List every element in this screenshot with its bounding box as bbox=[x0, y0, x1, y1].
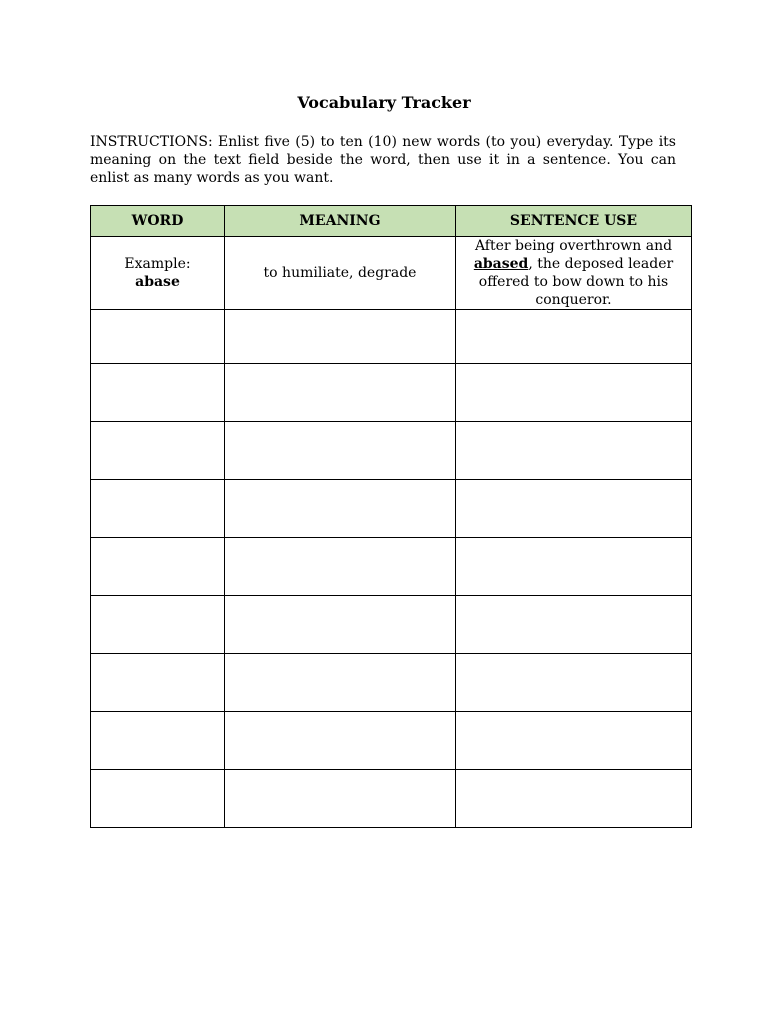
word-cell[interactable] bbox=[91, 480, 225, 538]
example-meaning: to humiliate, degrade bbox=[263, 265, 417, 281]
header-sentence-use: SENTENCE USE bbox=[456, 206, 692, 237]
meaning-cell[interactable] bbox=[225, 654, 456, 712]
meaning-cell[interactable] bbox=[225, 480, 456, 538]
table-row bbox=[91, 480, 692, 538]
example-word-cell bbox=[91, 237, 225, 310]
word-cell[interactable] bbox=[91, 596, 225, 654]
meaning-cell[interactable] bbox=[225, 712, 456, 770]
vocabulary-table bbox=[90, 205, 692, 828]
sentence-cell[interactable] bbox=[456, 480, 692, 538]
meaning-cell[interactable] bbox=[225, 310, 456, 364]
meaning-cell[interactable] bbox=[225, 596, 456, 654]
example-row bbox=[91, 237, 692, 310]
table-row bbox=[91, 596, 692, 654]
sentence-cell[interactable] bbox=[456, 770, 692, 828]
word-cell[interactable] bbox=[91, 310, 225, 364]
sentence-cell[interactable] bbox=[456, 364, 692, 422]
table-row bbox=[91, 422, 692, 480]
word-cell[interactable] bbox=[91, 538, 225, 596]
sentence-cell[interactable] bbox=[456, 538, 692, 596]
word-cell[interactable] bbox=[91, 770, 225, 828]
example-sentence-before: After being overthrown and bbox=[474, 238, 673, 254]
word-cell[interactable] bbox=[91, 712, 225, 770]
table-row bbox=[91, 364, 692, 422]
example-sentence-highlight: abased bbox=[473, 256, 529, 272]
word-cell[interactable] bbox=[91, 422, 225, 480]
table-row bbox=[91, 770, 692, 828]
meaning-cell[interactable] bbox=[225, 770, 456, 828]
table-row bbox=[91, 538, 692, 596]
page-title: Vocabulary Tracker bbox=[297, 93, 471, 112]
meaning-cell[interactable] bbox=[225, 364, 456, 422]
table-row bbox=[91, 712, 692, 770]
sentence-cell[interactable] bbox=[456, 422, 692, 480]
sentence-cell[interactable] bbox=[456, 654, 692, 712]
instructions-text: INSTRUCTIONS: Enlist five (5) to ten (10) new words (to you) everyday. Type its meaning on the text field beside the word, then use it in a sentence. You can enlist as many words as you want. bbox=[90, 134, 676, 186]
header-meaning: MEANING bbox=[225, 206, 456, 237]
sentence-cell[interactable] bbox=[456, 310, 692, 364]
table-row bbox=[91, 654, 692, 712]
example-sentence-after: , the deposed leader offered to bow down to his conqueror. bbox=[478, 256, 674, 308]
word-cell[interactable] bbox=[91, 364, 225, 422]
sentence-cell[interactable] bbox=[456, 596, 692, 654]
example-sentence-cell bbox=[456, 237, 692, 310]
table-header-row bbox=[91, 206, 692, 237]
table-row bbox=[91, 310, 692, 364]
sentence-cell[interactable] bbox=[456, 712, 692, 770]
word-cell[interactable] bbox=[91, 654, 225, 712]
header-word: WORD bbox=[91, 206, 225, 237]
example-label: Example: bbox=[124, 256, 191, 272]
meaning-cell[interactable] bbox=[225, 422, 456, 480]
example-meaning-cell bbox=[225, 237, 456, 310]
example-word: abase bbox=[135, 274, 180, 290]
meaning-cell[interactable] bbox=[225, 538, 456, 596]
